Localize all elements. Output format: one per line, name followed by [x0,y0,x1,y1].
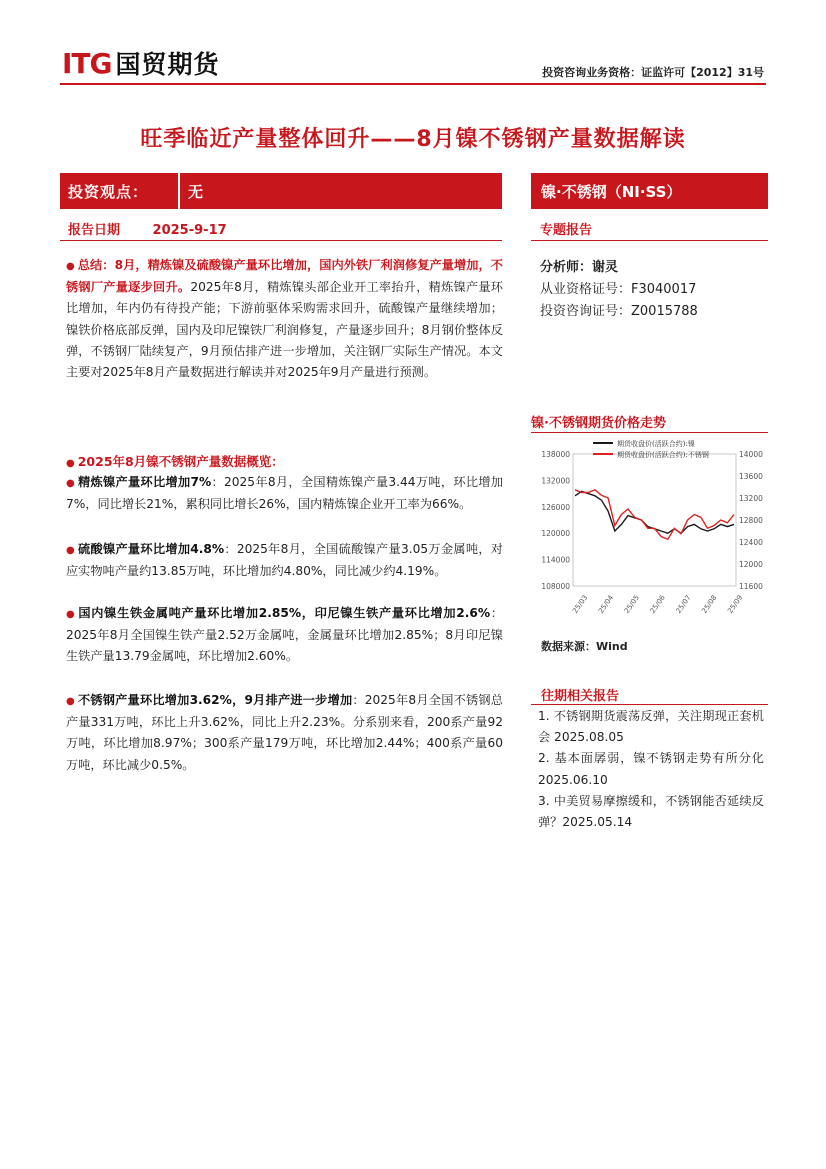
chart-title: 镍·不锈钢期货价格走势 [531,416,666,431]
y-right-tick-label: 11600 [739,582,763,591]
company-logo [62,48,220,78]
related-report-item[interactable]: 2. 基本面孱弱，镍不锈钢走势有所分化 2025.06.10 [538,751,764,787]
summary-paragraph [66,255,503,383]
item-lead: 硫酸镍产量环比增加4.8% [78,542,225,556]
summary-lead: 总结：8月，精炼镍及硫酸镍产量环比增加，国内外铁厂利润修复产量增加，不锈钢厂产量逐步回升。 [66,258,503,295]
y-right-tick-label: 12000 [739,560,763,569]
item-lead: 不锈钢产量环比增加3.62%，9月排产进一步增加 [77,693,353,707]
item-text: ：2025年8月全国不锈钢总产量331万吨，环比上升3.62%，同比上升2.23%。分系别来看，200系产量92万吨，环比增加8.97%；300系产量179万吨，环比增加2.44%；400系产量60万吨，环比减少0.5%。 [66,693,503,772]
item-text: ：2025年8月全国镍生铁产量2.52万金属吨，金属量环比增加2.85%；8月印尼镍生铁产量13.79金属吨，环比增加2.60%。 [66,606,503,664]
bullet-icon: ● [66,458,75,469]
bullet-icon: ● [66,696,75,707]
analyst-info [540,257,698,323]
chart-source: 数据来源：Wind [541,640,628,653]
bullet-icon: ● [66,478,76,489]
report-date-label: 报告日期 [68,223,121,238]
price-chart [531,434,768,634]
analyst-cert-2: 投资咨询证号：Z0015788 [540,304,698,319]
view-separator [178,173,180,209]
right-divider [531,240,768,241]
chart-title-divider [531,432,768,433]
qualification-text: 投资咨询业务资格：证监许可【2012】31号 [542,66,764,79]
item-refined-nickel [66,472,503,515]
y-right-tick-label: 12800 [739,516,763,525]
analyst-name: 谢灵 [592,260,619,275]
y-right-tick-label: 12400 [739,538,763,547]
related-report-item[interactable]: 3. 中美贸易摩擦缓和，不锈钢能否延续反弹？2025.05.14 [538,793,764,830]
report-date [68,219,255,238]
x-tick-label: 25/05 [622,593,642,615]
legend-label: 期货收盘价(活跃合约):不锈钢 [617,451,709,459]
summary-text: 2025年8月，精炼镍头部企业开工率抬升，精炼镍产量环比增加，年内仍有待投产能；下游前驱体采购需求回升，硫酸镍产量继续增加；镍铁价格底部反弹，国内及印尼镍铁厂利润修复，产量逐步回升；8月钢价整体反弹，不锈钢厂陆续复产，9月预估排产进一步增加，关注钢厂实际生产情况。本文主要对2025年8月产量数据进行解读并对2025年9月产量进行预测。 [66,280,503,380]
legend-label: 期货收盘价(活跃合约):镍 [617,440,695,448]
report-title: 旺季临近产量整体回升——8月镍不锈钢产量数据解读 [140,127,686,152]
overview-title: 2025年8月镍不锈钢产量数据概览： [77,454,284,469]
report-type: 专题报告 [540,223,593,238]
y-left-tick-label: 120000 [541,529,570,539]
analyst-cert-1: 从业资格证号：F3040017 [540,282,697,297]
logo-itg: ITG [62,46,112,80]
x-tick-label: 25/06 [648,593,667,615]
y-left-tick-label: 126000 [541,502,570,512]
x-tick-label: 25/08 [700,593,719,615]
x-tick-label: 25/09 [726,593,745,615]
y-left-tick-label: 108000 [541,582,570,591]
x-tick-label: 25/03 [571,593,590,615]
related-divider [531,704,768,705]
series-line-1 [575,490,734,540]
bullet-icon: ● [66,545,76,556]
bullet-icon: ● [66,261,75,272]
investment-view-value: 无 [188,183,204,201]
y-right-tick-label: 13200 [739,494,763,503]
item-lead: 国内镍生铁金属吨产量环比增加2.85%，印尼镍生铁产量环比增加2.6% [78,606,491,620]
related-reports-list [538,706,764,833]
bullet-icon: ● [66,609,76,620]
y-left-tick-label: 132000 [541,476,570,486]
y-right-tick-label: 14000 [739,450,763,459]
investment-view-bar [60,173,502,209]
header-divider [60,83,766,85]
y-left-tick-label: 138000 [541,450,570,459]
item-text: ：2025年8月，全国硫酸镍产量3.05万金属吨，对应实物吨产量约13.85万吨，环比增加约4.80%，同比减少约4.19%。 [66,542,503,579]
y-right-tick-label: 13600 [739,472,763,481]
report-date-value: 2025-9-17 [152,223,227,238]
plot-frame [573,454,736,586]
item-nickel-sulfate [66,539,503,582]
x-tick-label: 25/04 [597,593,616,615]
x-tick-label: 25/07 [674,593,693,615]
analyst-label: 分析师： [540,260,593,275]
item-stainless-steel [66,690,503,776]
item-text: ：2025年8月，全国精炼镍产量3.44万吨，环比增加7%，同比增长21%，累积同比增长26%，国内精炼镍企业开工率为66%。 [66,475,503,512]
item-lead: 精炼镍产量环比增加7% [78,475,212,489]
sector-label: 镍·不锈钢（NI·SS） [541,183,682,201]
related-report-item[interactable]: 1. 不锈钢期货震荡反弹，关注期现正套机会 2025.08.05 [538,709,764,745]
sector-bar [531,173,768,209]
investment-view-label: 投资观点： [68,183,149,201]
item-nickel-pig-iron [66,603,503,668]
overview-heading [66,451,503,474]
related-reports-title: 往期相关报告 [541,689,620,704]
left-divider [60,240,502,241]
logo-company-name: 国贸期货 [115,50,220,79]
y-left-tick-label: 114000 [541,555,570,565]
